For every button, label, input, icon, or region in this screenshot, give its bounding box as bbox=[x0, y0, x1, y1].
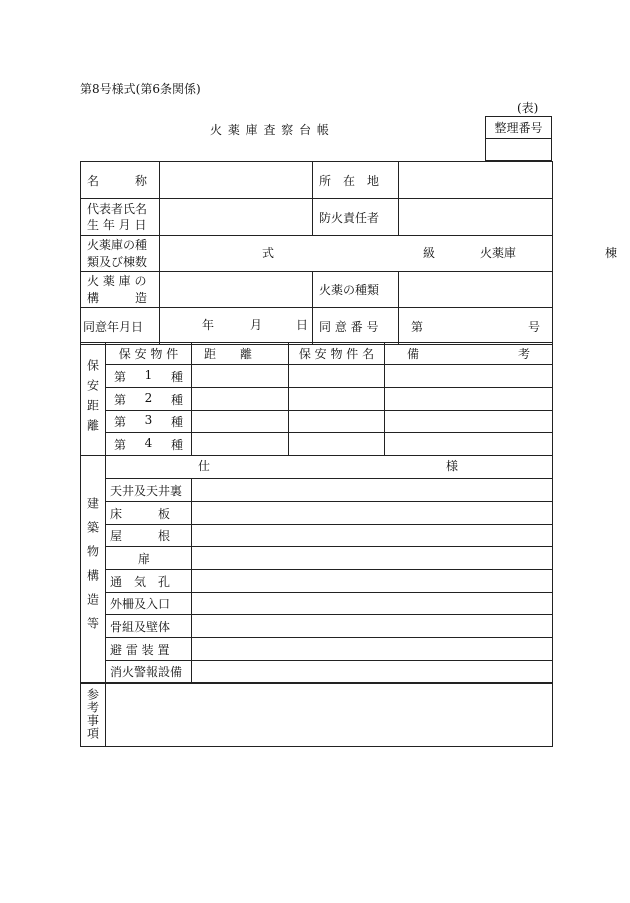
item-name-2[interactable] bbox=[289, 388, 385, 411]
safety-class-3: 第 3 種 bbox=[114, 413, 183, 429]
fire-chief-field[interactable] bbox=[399, 199, 553, 236]
notes-table bbox=[80, 683, 553, 747]
spec-roof[interactable] bbox=[192, 525, 553, 547]
consent-number-field[interactable] bbox=[399, 308, 553, 345]
number-go: 号 bbox=[527, 319, 540, 334]
kind-mune: 棟 bbox=[605, 245, 618, 260]
building-structure-table bbox=[80, 455, 553, 683]
note-4[interactable] bbox=[385, 433, 553, 456]
reference-number-box bbox=[485, 116, 552, 161]
building-item-vent: 通 気 孔 bbox=[106, 570, 192, 593]
consent-date-field[interactable] bbox=[160, 308, 313, 345]
kind-kyu: 級 bbox=[423, 245, 436, 260]
note-2[interactable] bbox=[385, 388, 553, 411]
spec-lightning[interactable] bbox=[192, 638, 553, 661]
label-structure-1: 火 薬 庫 の bbox=[87, 274, 147, 289]
item-name-3[interactable] bbox=[289, 411, 385, 433]
building-item-frame: 骨組及壁体 bbox=[106, 615, 192, 638]
head-safety-item: 保 安 物 件 bbox=[106, 343, 192, 365]
distance-3[interactable] bbox=[192, 411, 289, 433]
page-title: 火 薬 庫 査 察 台 帳 bbox=[210, 123, 330, 137]
building-item-lightning: 避 雷 装 置 bbox=[106, 638, 192, 661]
basic-info-table bbox=[80, 161, 618, 345]
distance-2[interactable] bbox=[192, 388, 289, 411]
building-item-roof: 屋 根 bbox=[106, 525, 192, 547]
safety-class-4: 第 4 種 bbox=[114, 435, 183, 452]
note-3[interactable] bbox=[385, 411, 553, 433]
label-location: 所 在 地 bbox=[319, 173, 380, 188]
label-kind-2: 類及び棟数 bbox=[87, 254, 148, 269]
distance-1[interactable] bbox=[192, 365, 289, 388]
form-label: 第8号様式(第6条関係) bbox=[80, 82, 201, 96]
building-side-label: 建築物構造等 bbox=[85, 497, 100, 641]
notes-field[interactable] bbox=[106, 684, 553, 747]
head-spec-a: 仕 bbox=[198, 459, 211, 473]
side-label: (表) bbox=[517, 101, 539, 115]
reference-number-label: 整理番号 bbox=[486, 117, 552, 139]
kind-field[interactable] bbox=[160, 236, 618, 272]
safety-class-2: 第 2 種 bbox=[114, 390, 183, 407]
spec-floor[interactable] bbox=[192, 502, 553, 525]
head-note-a: 備 bbox=[407, 347, 420, 361]
head-note-b: 考 bbox=[517, 347, 530, 361]
head-item-name: 保 安 物 件 名 bbox=[289, 343, 385, 365]
item-name-4[interactable] bbox=[289, 433, 385, 456]
spec-door[interactable] bbox=[192, 547, 553, 570]
spec-vent[interactable] bbox=[192, 570, 553, 593]
number-dai: 第 bbox=[411, 319, 424, 334]
label-representative: 代表者氏名 bbox=[87, 201, 148, 216]
label-consent-number: 同 意 番 号 bbox=[313, 308, 399, 345]
representative-field[interactable] bbox=[160, 199, 313, 236]
building-item-fence: 外柵及入口 bbox=[106, 593, 192, 615]
date-year: 年 bbox=[202, 318, 215, 332]
spec-frame[interactable] bbox=[192, 615, 553, 638]
item-name-1[interactable] bbox=[289, 365, 385, 388]
building-item-fire-alarm: 消火警報設備 bbox=[106, 661, 192, 683]
reference-number-field[interactable] bbox=[486, 139, 552, 161]
kind-kayakuko: 火薬庫 bbox=[480, 245, 517, 260]
label-name: 名 称 bbox=[87, 173, 148, 188]
note-1[interactable] bbox=[385, 365, 553, 388]
label-kind-1: 火薬庫の種 bbox=[87, 238, 148, 253]
label-consent-date: 同意年月日 bbox=[81, 308, 160, 345]
label-powder-kind: 火薬の種類 bbox=[313, 272, 399, 308]
date-month: 月 bbox=[250, 318, 263, 332]
spec-ceiling[interactable] bbox=[192, 479, 553, 502]
label-fire-chief: 防火責任者 bbox=[313, 199, 399, 236]
name-field[interactable] bbox=[160, 162, 313, 199]
label-structure-2: 構 造 bbox=[87, 290, 148, 305]
location-field[interactable] bbox=[399, 162, 553, 199]
head-spec-b: 様 bbox=[446, 459, 459, 473]
kind-shiki: 式 bbox=[262, 245, 275, 260]
safety-side-label: 保安距離 bbox=[85, 359, 100, 439]
building-item-ceiling: 天井及天井裏 bbox=[106, 479, 192, 502]
notes-side-label: 参考事項 bbox=[85, 688, 100, 740]
structure-field[interactable] bbox=[160, 272, 313, 308]
building-item-door: 扉 bbox=[106, 547, 192, 570]
safety-distance-table bbox=[80, 342, 553, 456]
head-distance: 距 離 bbox=[204, 347, 253, 361]
spec-fire-alarm[interactable] bbox=[192, 661, 553, 683]
distance-4[interactable] bbox=[192, 433, 289, 456]
safety-class-1: 第 1 種 bbox=[114, 367, 183, 384]
date-day: 日 bbox=[296, 318, 309, 332]
spec-fence[interactable] bbox=[192, 593, 553, 615]
powder-kind-field[interactable] bbox=[399, 272, 553, 308]
label-birthdate: 生 年 月 日 bbox=[87, 218, 147, 232]
building-item-floor: 床 板 bbox=[106, 502, 192, 525]
